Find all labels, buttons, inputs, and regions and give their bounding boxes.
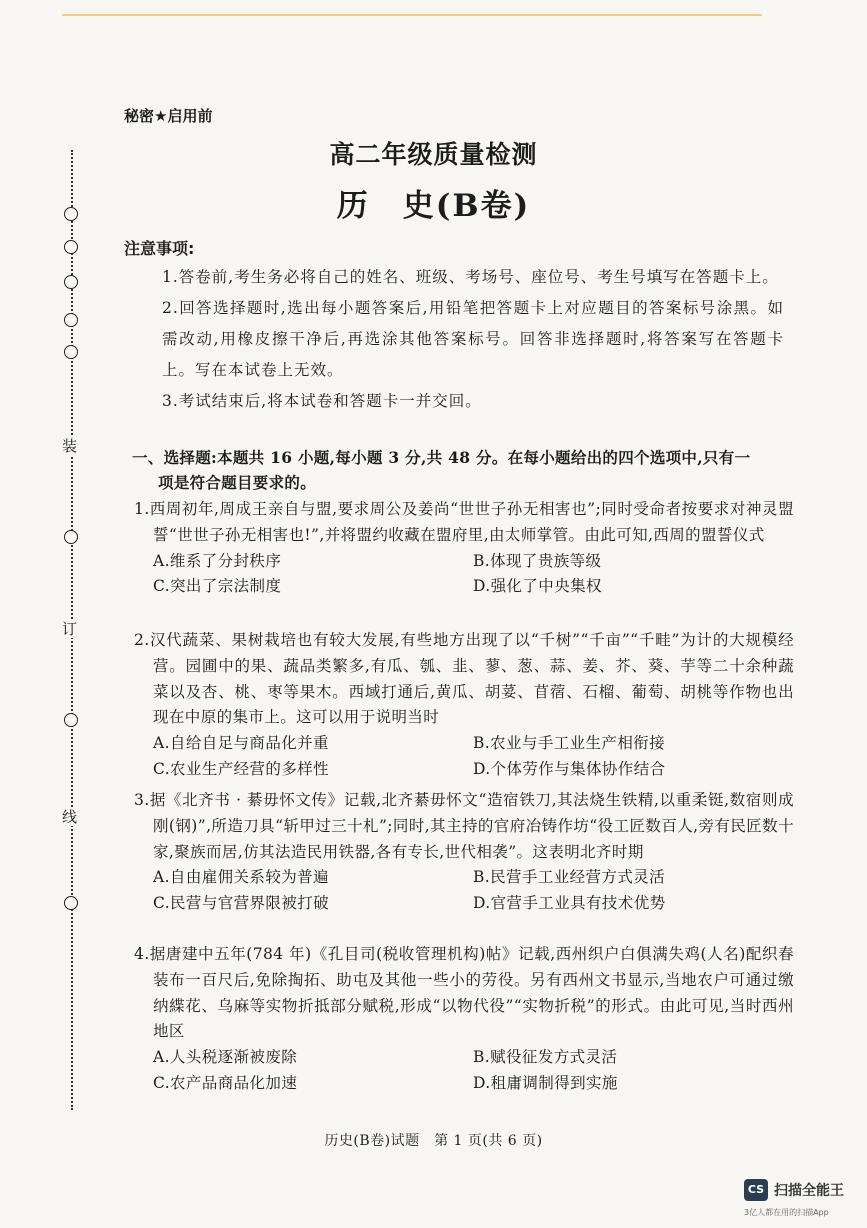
binding-char-xian: 线 [62, 808, 78, 826]
binding-hole-icon [64, 275, 78, 289]
option-d: D.强化了中央集权 [473, 577, 602, 596]
page-top-edge [62, 0, 762, 16]
binding-hole-icon [64, 240, 78, 254]
question-stem: 3.据《北齐书 · 綦毋怀文传》记载,北齐綦毋怀文“造宿铁刀,其法烧生铁精,以重柔铤,数宿则成刚(钢)”,所造刀具“斩甲过三十札”;同时,其主持的官府冶铸作坊“役工匠数百人,旁有民匠数十家,聚族而居,仿其法造民用铁器,各有专长,世代相袭”。这表明北齐时期 [134, 791, 794, 861]
scanner-tagline: 3亿人都在用的扫描App [744, 1208, 829, 1217]
notice-item: 1.答卷前,考生务必将自己的姓名、班级、考场号、座位号、考生号填写在答题卡上。 [162, 268, 779, 286]
binding-hole-icon [64, 530, 78, 544]
question-stem: 4.据唐建中五年(784 年)《孔目司(税收管理机构)帖》记载,西州织户白俱满失鸡(人名)配织春装布一百尺后,免除掏拓、助屯及其他一些小的劳役。另有西州文书显示,当地农户可通过缴纳緤花、乌麻等实物折抵部分赋税,形成“以物代役”“实物折税”的形式。由此可见,当时西州地区 [134, 945, 794, 1041]
page-footer: 历史(B卷)试题 第 1 页(共 6 页) [324, 1133, 543, 1149]
question-2 [134, 628, 794, 783]
binding-char-zhuang: 装 [62, 437, 78, 455]
question-options [134, 731, 794, 783]
notice-item: 3.考试结束后,将本试卷和答题卡一并交回。 [162, 392, 482, 410]
option-a: A.人头税逐渐被废除 [153, 1048, 298, 1067]
option-c: C.农产品商品化加速 [153, 1073, 298, 1092]
question-3 [134, 788, 794, 917]
question-options [134, 1045, 794, 1097]
option-b: B.民营手工业经营方式灵活 [473, 868, 666, 887]
option-a: A.自由雇佣关系较为普遍 [153, 868, 329, 887]
option-c: C.民营与官营界限被打破 [153, 894, 330, 913]
exam-title: 高二年级质量检测 [329, 140, 538, 169]
option-c: C.突出了宗法制度 [153, 577, 282, 596]
question-1 [134, 497, 794, 600]
binding-hole-icon [64, 896, 78, 910]
section-heading-line: 项是符合题目要求的。 [158, 473, 317, 492]
option-b: B.农业与手工业生产相衔接 [473, 734, 666, 753]
exam-subject-title: 历 史(B卷) [336, 188, 531, 224]
option-b: B.赋役征发方式灵活 [473, 1048, 618, 1067]
question-4 [134, 942, 794, 1097]
option-d: D.个体劳作与集体协作结合 [473, 759, 666, 778]
section-heading [132, 445, 792, 495]
question-stem: 2.汉代蔬菜、果树栽培也有较大发展,有些地方出现了以“千树”“千亩”“千畦”为计的大规模经营。园圃中的果、蔬品类繁多,有瓜、瓠、韭、蓼、葱、蒜、姜、芥、葵、芋等二十余种蔬菜以及杏、桃、枣等果木。西域打通后,黄瓜、胡荽、苜蓿、石榴、葡萄、胡桃等作物也出现在中原的集市上。这可以用于说明当时 [134, 631, 794, 727]
scanner-watermark [744, 1177, 844, 1203]
confidential-label: 秘密★启用前 [124, 107, 213, 125]
notice-item: 2.回答选择题时,选出每小题答案后,用铅笔把答题卡上对应题目的答案标号涂黑。如需改动,用橡皮擦干净后,再选涂其他答案标号。回答非选择题时,将答案写在答题卡上。写在本试卷上无效。 [162, 299, 784, 379]
option-d: D.官营手工业具有技术优势 [473, 894, 666, 913]
binding-hole-icon [64, 313, 78, 327]
option-c: C.农业生产经营的多样性 [153, 759, 330, 778]
option-d: D.租庸调制得到实施 [473, 1073, 618, 1092]
binding-margin [60, 150, 84, 1110]
camscanner-logo-icon: CS [744, 1179, 768, 1201]
question-options [134, 549, 794, 601]
question-options [134, 865, 794, 917]
binding-hole-icon [64, 345, 78, 359]
question-stem: 1.西周初年,周成王亲自与盟,要求周公及姜尚“世世子孙无相害也”;同时受命者按要求对神灵盟誓“世世子孙无相害也!”,并将盟约收藏在盟府里,由太师掌管。由此可知,西周的盟誓仪式 [134, 500, 794, 544]
option-b: B.体现了贵族等级 [473, 551, 602, 570]
section-heading-line: 一、选择题:本题共 16 小题,每小题 3 分,共 48 分。在每小题给出的四个选项中,只有一 [132, 448, 751, 467]
notice-heading: 注意事项: [124, 239, 195, 258]
binding-hole-icon [64, 713, 78, 727]
binding-char-ding: 订 [62, 620, 78, 638]
option-a: A.维系了分封秩序 [153, 551, 282, 570]
scanner-app-name: 扫描全能王 [774, 1183, 844, 1199]
option-a: A.自给自足与商品化并重 [153, 734, 329, 753]
notice-list [124, 262, 784, 417]
